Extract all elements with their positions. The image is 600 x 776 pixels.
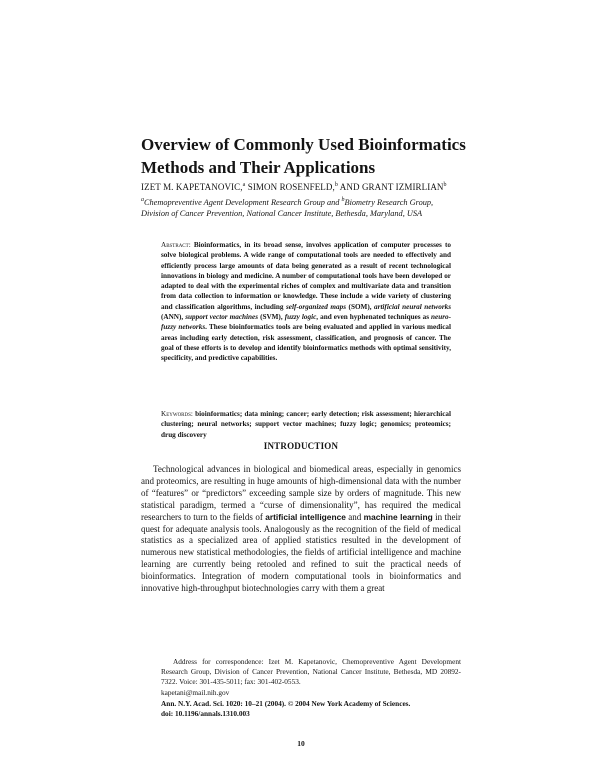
correspondence-footnote: [161, 657, 461, 698]
abstract-text: Bioinformatics, in its broad sense, involves application of computer processes to solve biological problems. A wide range of computational tools are needed to effectively and efficiently process large amounts of data being generated as a result of recent technological innovations in biology and medicine. A number of computational tools have been developed or adapted to deal with the experimental riches of complex and multivariate data and transition from data collection to information or knowledge. These include a wide variety of clustering and classification algorithms, including: [161, 241, 451, 311]
author-2-affiliation-mark: b: [334, 182, 338, 188]
abstract-text: (ANN),: [161, 313, 186, 322]
intro-emphasis: artificial intelligence: [265, 511, 346, 522]
intro-text: in their quest for adequate analysis tools. Analogously as the recognition of the field of medical statistics as a specialized area of applied statistics resulted in the development of numerous new statistical methodologies, the fields of artificial intelligence and machine learning are currently being retooled and refined to suit the practical needs of bioinformatics. Integration of modern computational tools in bioinformatics and innovative high-throughput biotechnologies carry with them a great: [141, 511, 461, 594]
title-line-2: Methods and Their Applications: [141, 158, 376, 177]
keywords: [161, 409, 451, 440]
author-2: SIMON ROSENFELD,: [245, 182, 335, 192]
abstract-text: . These bioinformatics tools are being evaluated and applied in various medical areas including early detection, risk assessment, classification, and prognosis of cancer. The goal of these efforts is to develop and identify bioinformatics methods with optimal sensitivity, specificity, and predictive capabilities.: [161, 323, 452, 363]
intro-text: Technological advances in biological and biomedical areas, especially in genomics and proteomics, are resulting in huge amounts of high-dimensional data with the number of “features” or “predictors” exceeding sample size by orders of magnitude. This new statistical paradigm, termed a “curse of dimensionality”, has required the medical researchers to turn to the fields of: [141, 464, 461, 522]
abstract-text: (SOM),: [346, 302, 375, 311]
affiliation-a: Chemopreventive Agent Development Research Group and: [144, 198, 342, 207]
author-1: IZET M. KAPETANOVIC,: [141, 182, 243, 192]
page-number: 10: [297, 739, 305, 748]
abstract-term: self-organized maps: [285, 302, 347, 311]
journal-citation: [161, 699, 461, 719]
intro-text: and: [345, 511, 364, 522]
affiliations: [141, 197, 481, 219]
citation-line-1: Ann. N.Y. Acad. Sci. 1020: 10–21 (2004). © 2004 New York Academy of Sciences.: [161, 699, 411, 708]
abstract: [161, 240, 451, 364]
abstract-term: neuro-fuzzy networks: [161, 313, 452, 332]
affiliation-institution: Division of Cancer Prevention, National Cancer Institute, Bethesda, Maryland, USA: [141, 209, 423, 218]
author-list: [141, 182, 481, 192]
abstract-label: Abstract:: [161, 241, 191, 249]
introduction-paragraph: [141, 464, 461, 595]
paper-title: [141, 133, 481, 179]
footnote-text: Address for correspondence: Izet M. Kapetanovic, Chemopreventive Agent Development Research Group, Division of Cancer Prevention, National Cancer Institute, Bethesda, MD 20892-7322. Voice: 301-435-5011; fax: 301-402-0553.: [161, 657, 461, 687]
keywords-label: Keywords:: [161, 410, 193, 418]
author-3-affiliation-mark: b: [443, 182, 447, 188]
abstract-term: artificial neural networks: [374, 302, 452, 311]
abstract-text: , and even hyphenated techniques as: [316, 313, 432, 322]
title-line-1: Overview of Commonly Used Bioinformatics: [141, 135, 466, 154]
footnote-email: kapetani@mail.nih.gov: [161, 687, 230, 697]
section-heading: INTRODUCTION: [263, 441, 339, 451]
author-1-affiliation-mark: a: [242, 182, 246, 188]
abstract-term: support vector machines: [185, 313, 259, 322]
affiliation-mark-a: a: [141, 197, 144, 204]
abstract-term: fuzzy logic: [284, 313, 317, 322]
abstract-text: (SVM),: [258, 313, 285, 322]
affiliation-mark-b: b: [341, 197, 345, 204]
keywords-text: bioinformatics; data mining; cancer; early detection; risk assessment; hierarchical clustering; neural networks; support vector machines; fuzzy logic; genomics; proteomics; drug discovery: [161, 410, 451, 439]
affiliation-b: Biometry Research Group,: [344, 198, 434, 207]
author-3: AND GRANT IZMIRLIAN: [337, 182, 444, 192]
citation-doi: doi: 10.1196/annals.1310.003: [161, 709, 250, 719]
intro-emphasis: machine learning: [363, 511, 433, 522]
